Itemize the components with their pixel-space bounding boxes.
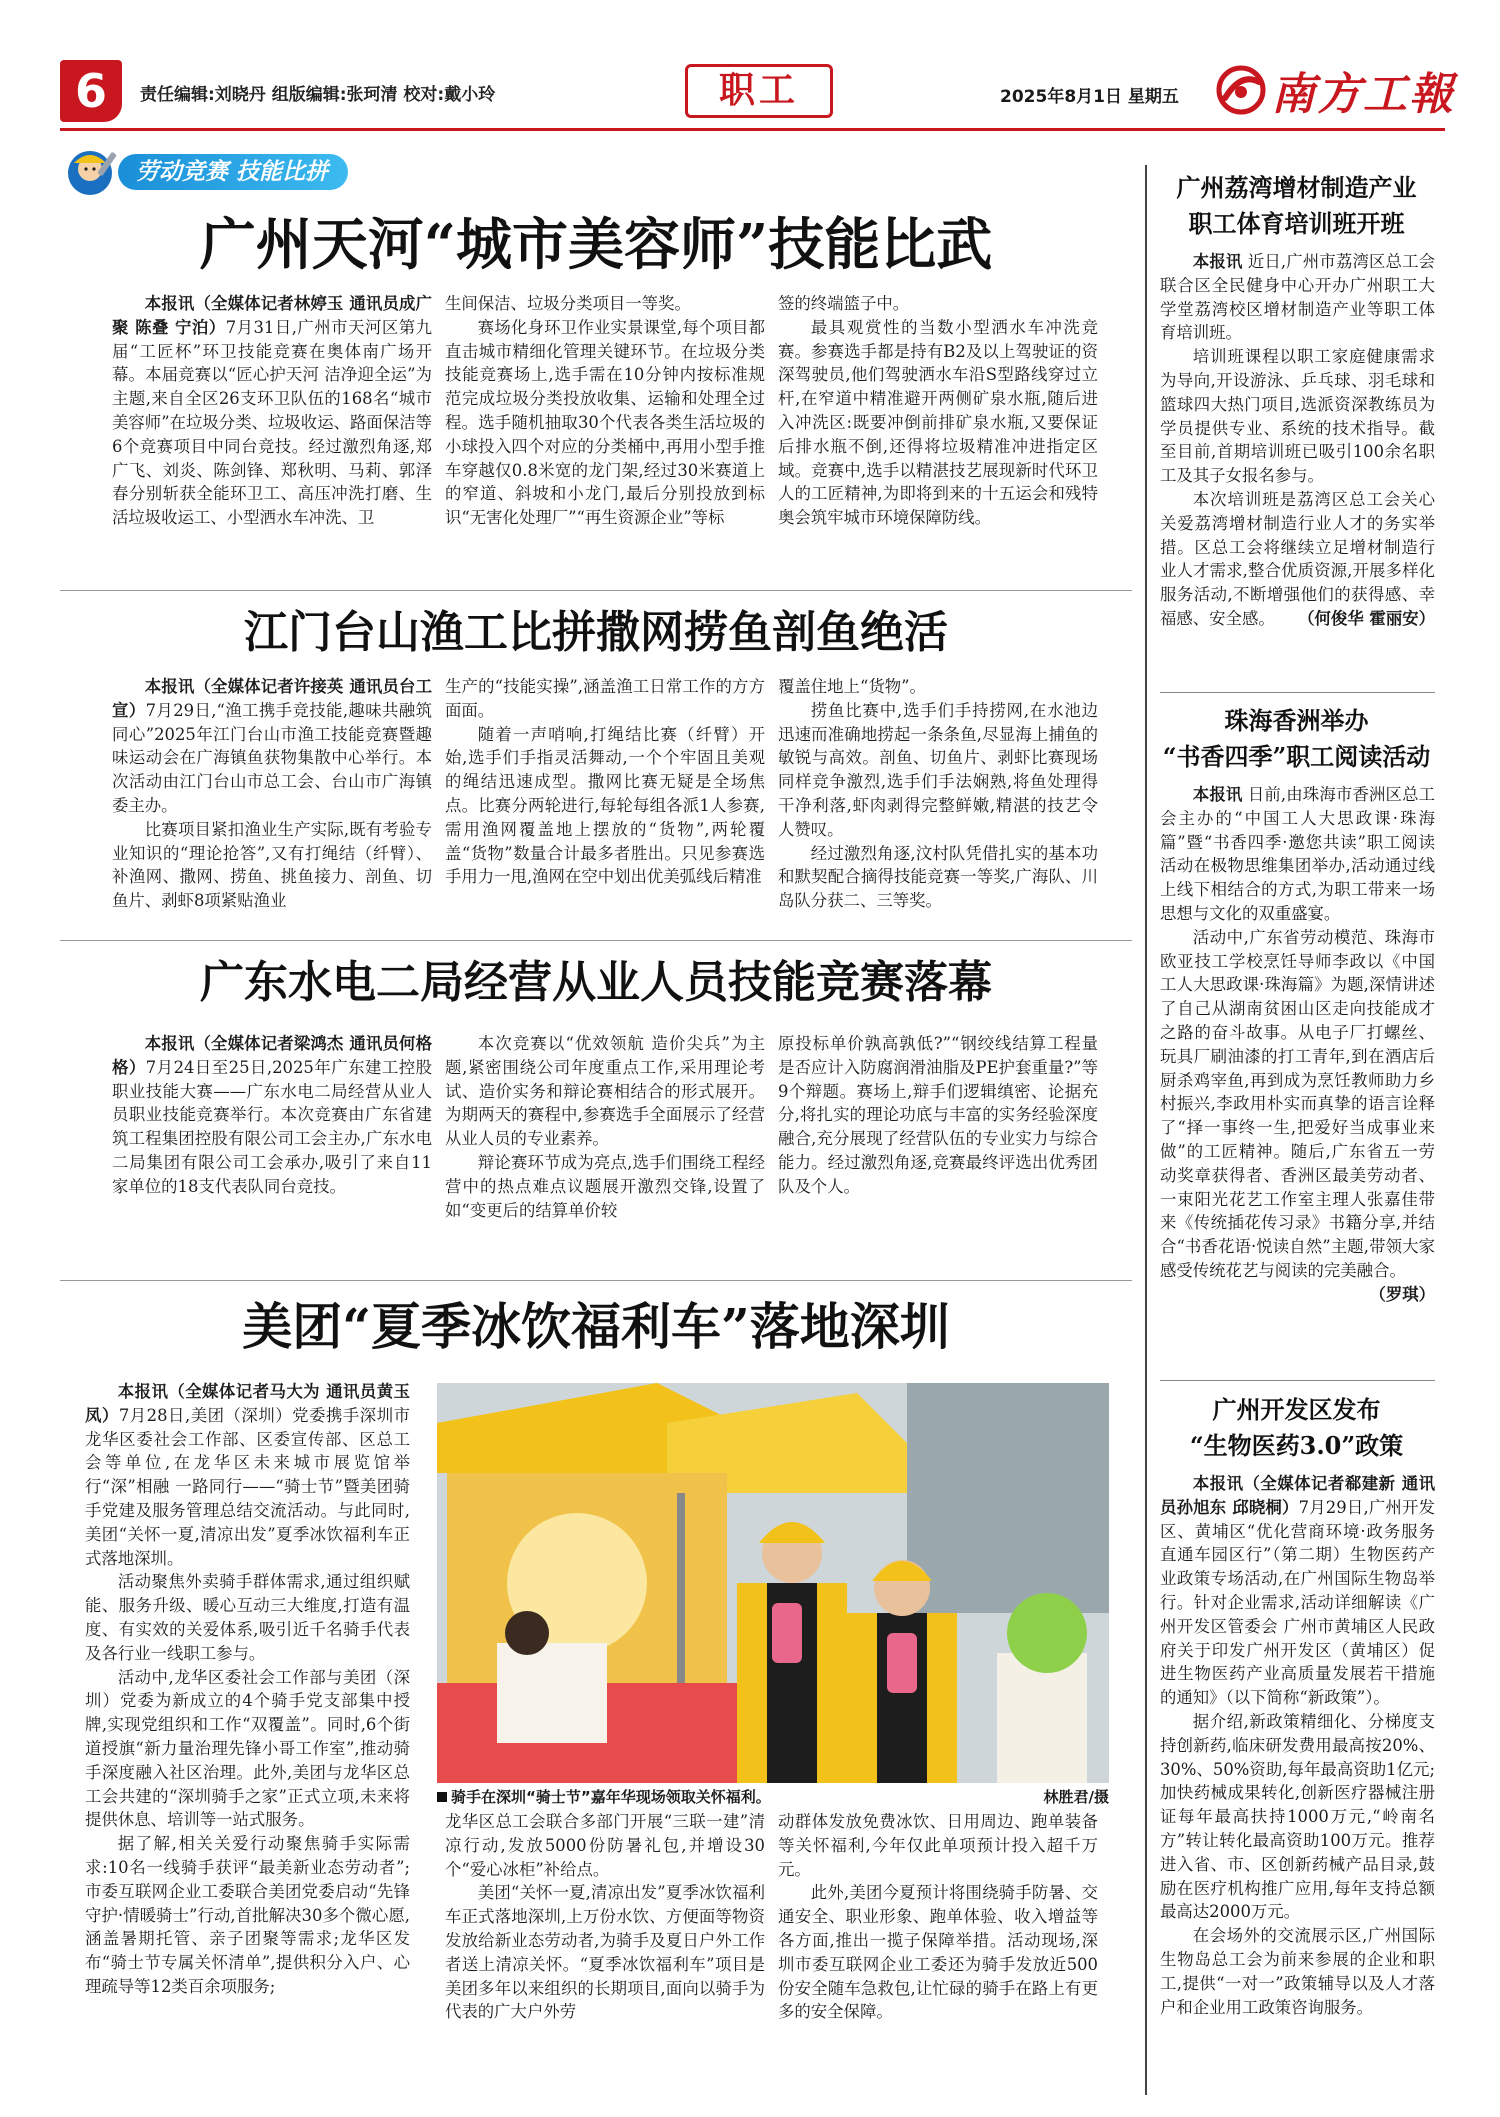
header-divider: [60, 128, 1445, 131]
rider-photo-illustration: [437, 1383, 1109, 1783]
article1-lead: 本报讯（全媒体记者林婷玉 通讯员成广聚 陈叠 宁泊）: [112, 294, 432, 337]
sidebar-story-3-title-1: 广州开发区发布: [1212, 1395, 1381, 1424]
sidebar-story-1-credit: （何俊华 霍丽安）: [1298, 608, 1435, 628]
sidebar-story-1: [1148, 170, 1445, 631]
masthead-logo: [1215, 62, 1455, 118]
article4-text-1c: 活动中,龙华区委社会工作部与美团（深圳）党委为新成立的4个骑手党支部集中授牌,实现党组织和工作“双覆盖”。同时,6个街道授旗“新力量治理先锋小哥工作室”,推动骑手深度融入社区治理。此外,美团与龙华区总工会共建的“深圳骑手之家”正式立项,未来将提供休息、培训等一站式服务。: [85, 1667, 410, 1830]
article2-title: 江门台山渔工比拼撒网捞鱼剖鱼绝活: [244, 607, 948, 658]
sidebar-story-1-title-1: 广州荔湾增材制造产业: [1176, 173, 1417, 202]
article2-lead: 本报讯（全媒体记者许接英 通讯员台工宣）: [112, 677, 432, 720]
page-number: 6: [60, 60, 122, 122]
rider-photo: [437, 1383, 1109, 1783]
article3-text-3: 原投标单价孰高孰低?”“钢绞线结算工程量是否应计入防腐润滑油脂及PE护套重量?”等9个辩题。赛场上,辩手们逻辑缜密、论据充分,将扎实的理论功底与丰富的实务经验深度融合,充分展现了经营队伍的专业实力与综合能力。经过激烈角逐,竞赛最终评选出优秀团队及个人。: [778, 1034, 1098, 1196]
article4-title: 美团“夏季冰饮福利车”落地深圳: [242, 1297, 950, 1356]
sidebar-story-2-title-2: “书香四季”职工阅读活动: [1162, 742, 1431, 771]
issue-date: 2025年8月1日 星期五: [1000, 87, 1179, 107]
sidebar-story-3-p1: 7月29日,广州开发区、黄埔区“优化营商环境·政务服务直通车园区行”（第二期）生物医药产业政策专场活动,在广州国际生物岛举行。针对企业需求,活动详细解读《广州开发区管委会 广州市黄埔区人民政府关于印发广州开发区（黄埔区）促进生物医药产业高质量发展若干措施的通知》（以下简称“新政策”）。: [1160, 1497, 1435, 1708]
article3-column-1: [112, 1032, 432, 1199]
newspaper-logo-icon: [1215, 64, 1267, 116]
sidebar-story-2-credit: （罗琪）: [1369, 1284, 1435, 1304]
article4-text-1a: 7月28日,美团（深圳）党委携手深圳市龙华区委社会工作部、区委宣传部、区总工会等单位,在龙华区未来城市展览馆举行“深”相融 一路同行——“骑士节”暨美团骑手党建及服务管理总结交流活动。与此同时,美团“关怀一夏,清凉出发”夏季冰饮福利车正式落地深圳。: [85, 1405, 411, 1568]
divider: [60, 1280, 1132, 1281]
caption-body: 骑手在深圳“骑士节”嘉年华现场领取关怀福利。: [451, 1788, 771, 1806]
caption-text: [437, 1786, 771, 1807]
sidebar-separator: [1160, 692, 1435, 693]
sidebar-story-3-p3: 在会场外的交流展示区,广州国际生物岛总工会为前来参展的企业和职工,提供“一对一”政策辅导以及人才落户和企业用工政策咨询服务。: [1160, 1926, 1435, 2017]
article2-column-1: [112, 675, 432, 913]
article3-text-2a: 本次竞赛以“优效领航 造价尖兵”为主题,紧密围绕公司年度重点工作,采用理论考试、造价实务和辩论赛相结合的形式展开。为期两天的赛程中,参赛选手全面展示了经营从业人员的专业素养。: [445, 1034, 765, 1149]
sidebar-story-3: [1148, 1392, 1445, 2019]
article1-text-3a: 签的终端篮子中。: [778, 294, 910, 313]
article4-column-3: [778, 1810, 1098, 2024]
divider: [60, 940, 1132, 941]
sidebar-story-3-lead: 本报讯（全媒体记者郗建新 通讯员孙旭东 邱晓桐）: [1160, 1474, 1435, 1517]
article4-text-3a: 动群体发放免费冰饮、日用周边、跑单装备等关怀福利,今年仅此单项预计投入超千万元。: [778, 1812, 1098, 1879]
article3-column-2: [445, 1032, 765, 1222]
article1-text-2b: 赛场化身环卫作业实景课堂,每个项目都直击城市精细化管理关键环节。在垃圾分类技能竞赛场上,选手需在10分钟内按标准规范完成垃圾分类投放收集、运输和处理全过程。选手随机抽取30个代表各类生活垃圾的小球投入四个对应的分类桶中,再用小型手推车穿越仅0.8米宽的龙门架,经过30米赛道上的窄道、斜坡和小龙门,最后分别投放到标识“无害化处理厂”“再生资源企业”等标: [445, 317, 765, 528]
article2-text-1a: 7月29日,“渔工携手竞技能,趣味共融筑同心”2025年江门台山市渔工技能竞赛暨趣味运动会在广海镇鱼获物集散中心举行。本次活动由江门台山市总工会、台山市广海镇委主办。: [112, 700, 432, 815]
article2-column-2: [445, 675, 765, 889]
photo-credit: 林胜君/摄: [1043, 1788, 1109, 1806]
caption-bullet-icon: [437, 1792, 447, 1802]
article3-text-2b: 辩论赛环节成为亮点,选手们围绕工程经营中的热点难点议题展开激烈交锋,设置了如“变更后的结算单价较: [445, 1152, 765, 1220]
article4-text-1d: 据了解,相关关爱行动聚焦骑手实际需求:10名一线骑手获评“最美新业态劳动者”;市委互联网企业工委联合美团党委启动“先锋守护·情暖骑士”行动,首批解决30多个微心愿,涵盖暑期托管、亲子团聚等需求;龙华区发布“骑士节专属关怀清单”,提供积分入户、心理疏导等12类百余项服务;: [85, 1834, 410, 1996]
sidebar-story-2-body: [1148, 783, 1445, 1304]
sidebar-story-1-title-2: 职工体育培训班开班: [1188, 209, 1405, 238]
badge-label: 劳动竞赛 技能比拼: [118, 154, 348, 190]
article1-column-3: [778, 292, 1098, 530]
article4-lead: 本报讯（全媒体记者马大为 通讯员黄玉凤）: [85, 1382, 410, 1425]
article2-column-3: [778, 675, 1098, 913]
article4-text-3b: 此外,美团今夏预计将围绕骑手防暑、交通安全、职业形象、跑单体验、收入增益等各方面,推出一揽子保障举措。活动现场,深圳市委互联网企业工委还为骑手发放近500份安全随车急救包,让忙碌的骑手在路上有更多的安全保障。: [778, 1883, 1098, 2022]
article3-text-1: 7月24日至25日,2025年广东建工控股职业技能大赛——广东水电二局经营从业人员职业技能竞赛举行。本次竞赛由广东省建筑工程集团控股有限公司工会主办,广东水电二局集团有限公司工会承办,吸引了来自11家单位的18支代表队同台竞技。: [112, 1057, 432, 1196]
article1-title: 广州天河“城市美容师”技能比武: [199, 212, 993, 278]
sidebar-story-2-title-1: 珠海香洲举办: [1224, 706, 1369, 735]
sidebar-story-1-p3: 本次培训班是荔湾区总工会关心关爱荔湾增材制造行业人才的务实举措。区总工会将继续立足增材制造行业人才需求,整合优质资源,开展多样化服务活动,不断增强他们的获得感、幸福感、安全感。: [1160, 489, 1435, 628]
sidebar-story-2: [1148, 703, 1445, 1307]
masthead-title: 南方工報: [1271, 69, 1455, 120]
editor-credits: 责任编辑:刘晓丹 组版编辑:张珂清 校对:戴小玲: [140, 85, 496, 105]
article2-text-2a: 生产的“技能实操”,涵盖渔工日常工作的方方面面。: [445, 677, 765, 720]
article4-text-2b: 美团“关怀一夏,清凉出发”夏季冰饮福利车正式落地深圳,上万份水饮、方便面等物资发放给新业态劳动者,为骑手及夏日户外工作者送上清凉关怀。“夏季冰饮福利车”项目是美团多年以来组织的长期项目,面向以骑手为代表的广大户外劳: [445, 1883, 765, 2022]
article4-text-1b: 活动聚焦外卖骑手群体需求,通过组织赋能、服务升级、暖心互动三大维度,打造有温度、有实效的关爱体系,吸引近千名骑手代表及各行业一线职工参与。: [85, 1572, 410, 1663]
sidebar-story-1-p1: 近日,广州市荔湾区总工会联合区全民健身中心开办广州职工大学堂荔湾校区增材制造产业等职工体育培训班。: [1160, 252, 1436, 343]
article2-text-3a: 覆盖住地上“货物”。: [778, 677, 926, 696]
sidebar-story-1-lead: 本报讯: [1192, 252, 1243, 271]
sidebar-story-1-body: [1148, 250, 1445, 631]
divider: [60, 590, 1132, 591]
photo-caption: [437, 1786, 1109, 1807]
sidebar-story-1-p2: 培训班课程以职工家庭健康需求为导向,开设游泳、乒乓球、羽毛球和篮球四大热门项目,选派资深教练员为学员提供专业、系统的技术指导。截至目前,首期培训班已吸引100余名职工及其子女报名参与。: [1160, 347, 1435, 486]
article4-text-2a: 龙华区总工会联合多部门开展“三联一建”清凉行动,发放5000份防暑礼包,并增设30个“爱心冰柜”补给点。: [445, 1812, 765, 1879]
page-header: [60, 60, 1455, 122]
article3-lead: 本报讯（全媒体记者梁鸿杰 通讯员何格格）: [112, 1034, 432, 1077]
article1-text-1: 7月31日,广州市天河区第九届“工匠杯”环卫技能竞赛在奥体南广场开幕。本届竞赛以“匠心护天河 洁净迎全运”为主题,来自全区26支环卫队伍的168名“城市美容师”在垃圾分类、垃圾收运、路面保洁等6个竞赛项目中同台竞技。经过激烈角逐,郑广飞、刘炎、陈剑锋、郑秋明、马莉、郭泽春分别斩获全能环卫工、高压冲洗打磨、生活垃圾收运工、小型洒水车冲洗、卫: [112, 317, 432, 528]
sidebar-story-3-title-2: “生物医药3.0”政策: [1189, 1431, 1404, 1460]
article1-column-2: [445, 292, 765, 530]
sidebar-story-2-p1: 日前,由珠海市香洲区总工会主办的“中国工人大思政课·珠海篇”暨“书香四季·邀您共读”职工阅读活动在极物思维集团举办,活动通过线上线下相结合的方式,为职工带来一场思想与文化的双重盛宴。: [1160, 785, 1436, 923]
article4-column-1: [85, 1380, 410, 1999]
article4-column-2: [445, 1810, 765, 2024]
sidebar-story-2-p2: 活动中,广东省劳动模范、珠海市欧亚技工学校烹饪导师李政以《中国工人大思政课·珠海篇》为题,深情讲述了自己从湖南贫困山区走向技能成才之路的奋斗故事。从电子厂打螺丝、玩具厂刷油漆的打工青年,到在酒店后厨杀鸡宰鱼,再到成为烹饪教师助力乡村振兴,李政用朴实而真挚的语言诠释了“择一事终一生,把爱好当成事业来做”的工匠精神。随后,广东省五一劳动奖章获得者、香洲区最美劳动者、一束阳光花艺工作室主理人张嘉佳带来《传统插花传习录》书籍分享,并结合“书香花语·悦读自然”主题,带领大家感受传统花艺与阅读的完美融合。: [1160, 927, 1435, 1280]
article3-column-3: [778, 1032, 1098, 1199]
sidebar-story-2-lead: 本报讯: [1192, 785, 1243, 804]
article1-text-3b: 最具观赏性的当数小型洒水车冲洗竞赛。参赛选手都是持有B2及以上驾驶证的资深驾驶员,他们驾驶洒水车沿S型路线穿过立杆,在窄道中精准避开两侧矿泉水瓶,随后进入冲洗区:既要冲倒前排矿泉水瓶,又要保证后排水瓶不倒,还得将垃圾精准冲进指定区域。竞赛中,选手以精湛技艺展现新时代环卫人的工匠精神,为即将到来的十五运会和残特奥会筑牢城市环境保障防线。: [778, 317, 1098, 528]
section-label: 职工: [685, 64, 833, 118]
sidebar-story-3-body: [1148, 1472, 1445, 2019]
article3-title: 广东水电二局经营从业人员技能竞赛落幕: [200, 957, 992, 1008]
sidebar-divider: [1145, 165, 1147, 2095]
article2-text-3b: 捞鱼比赛中,选手们手持捞网,在水池边迅速而准确地捞起一条条鱼,尽显海上捕鱼的敏锐与高效。剖鱼、切鱼片、剥虾比赛现场同样竞争激烈,选手们手法娴熟,将鱼处理得干净利落,虾肉剥得完整鲜嫩,精湛的技艺令人赞叹。: [778, 700, 1098, 839]
article1-column-1: [112, 292, 432, 530]
article2-text-2b: 随着一声哨响,打绳结比赛（纤臂）开始,选手们手指灵活舞动,一个个牢固且美观的绳结迅速成型。撒网比赛无疑是全场焦点。比赛分两轮进行,每轮每组各派1人参赛,需用渔网覆盖地上摆放的“货物”,两轮覆盖“货物”数量合计最多者胜出。只见参赛选手用力一甩,渔网在空中划出优美弧线后精准: [445, 724, 765, 887]
sidebar-separator: [1160, 1380, 1435, 1381]
article2-text-3c: 经过激烈角逐,汶村队凭借扎实的基本功和默契配合摘得技能竞赛一等奖,广海队、川岛队分获二、三等奖。: [778, 843, 1098, 911]
section-badge: [60, 143, 348, 201]
article1-text-2a: 生间保洁、垃圾分类项目一等奖。: [445, 294, 691, 313]
article2-text-1b: 比赛项目紧扣渔业生产实际,既有考验专业知识的“理论抢答”,又有打绳结（纤臂）、补渔网、撒网、捞鱼、挑鱼接力、剖鱼、切鱼片、剥虾8项紧贴渔业: [112, 819, 432, 911]
sidebar-story-3-p2: 据介绍,新政策精细化、分梯度支持创新药,临床研发费用最高按20%、30%、50%资助,每年最高资助1亿元;加快药械成果转化,创新医疗器械注册证每年最高扶持1000万元,“岭南名方”转让转化最高资助100万元。推荐进入省、市、区创新药械产品目录,鼓励在医疗机构推广应用,每年支持总额最高达2000万元。: [1160, 1711, 1435, 1922]
